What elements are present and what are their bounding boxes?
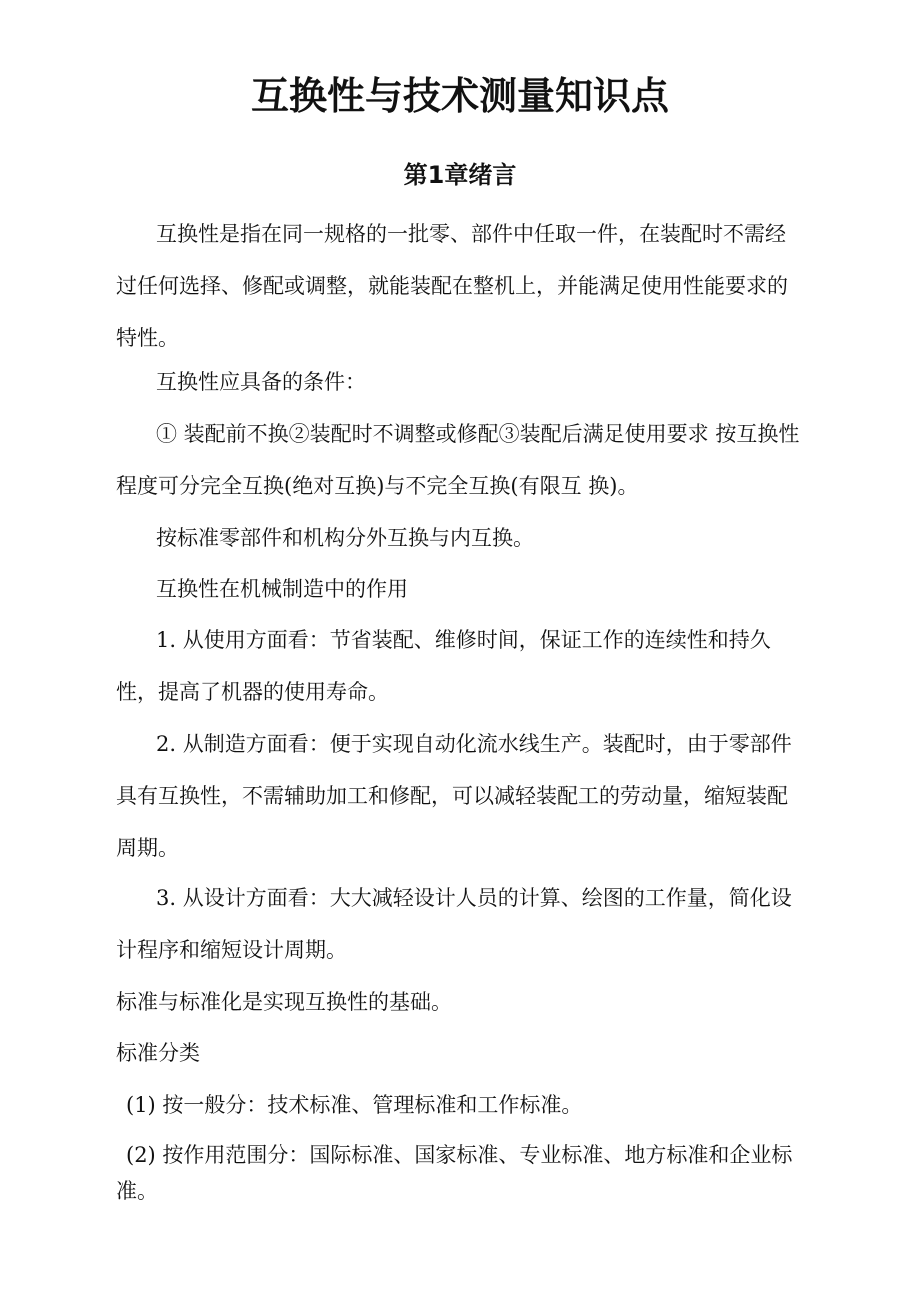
document-title: 互换性与技术测量知识点 [250, 74, 669, 118]
paragraph-standard-basis: 标准与标准化是实现互换性的基础。 [116, 990, 452, 1014]
paragraph-role-use: 1. 从使用方面看：节省装配、维修时间，保证工作的连续性和持久性，提高了机器的使用寿命。 [116, 628, 771, 704]
paragraph-role-heading: 互换性在机械制造中的作用 [156, 577, 408, 601]
list-item-scope: (2) 按作用范围分：国际标准、国家标准、专业标准、地方标准和企业标准。 [116, 1143, 793, 1203]
paragraph-role-design: 3. 从设计方面看：大大减轻设计人员的计算、绘图的工作量，简化设计程序和缩短设计周期。 [116, 886, 792, 962]
paragraph-conditions-heading: 互换性应具备的条件： [156, 370, 366, 394]
paragraph-internal-external: 按标准零部件和机构分外互换与内互换。 [156, 526, 534, 550]
paragraph-standard-categories: 标准分类 [116, 1041, 200, 1065]
chapter-heading: 第1章绪言 [403, 161, 517, 189]
list-item-general: (1) 按一般分：技术标准、管理标准和工作标准。 [126, 1093, 583, 1117]
paragraph-definition: 互换性是指在同一规格的一批零、部件中任取一件，在装配时不需经过任何选择、修配或调整，就能装配在整机上，并能满足使用性能要求的特性。 [116, 222, 788, 350]
paragraph-conditions: ① 装配前不换②装配时不调整或修配③装配后满足使用要求 按互换性程度可分完全互换(绝对互换)与不完全互换(有限互 换)。 [116, 422, 800, 498]
paragraph-role-manufacturing: 2. 从制造方面看：便于实现自动化流水线生产。装配时，由于零部件具有互换性，不需辅助加工和修配，可以减轻装配工的劳动量，缩短装配周期。 [116, 732, 792, 860]
